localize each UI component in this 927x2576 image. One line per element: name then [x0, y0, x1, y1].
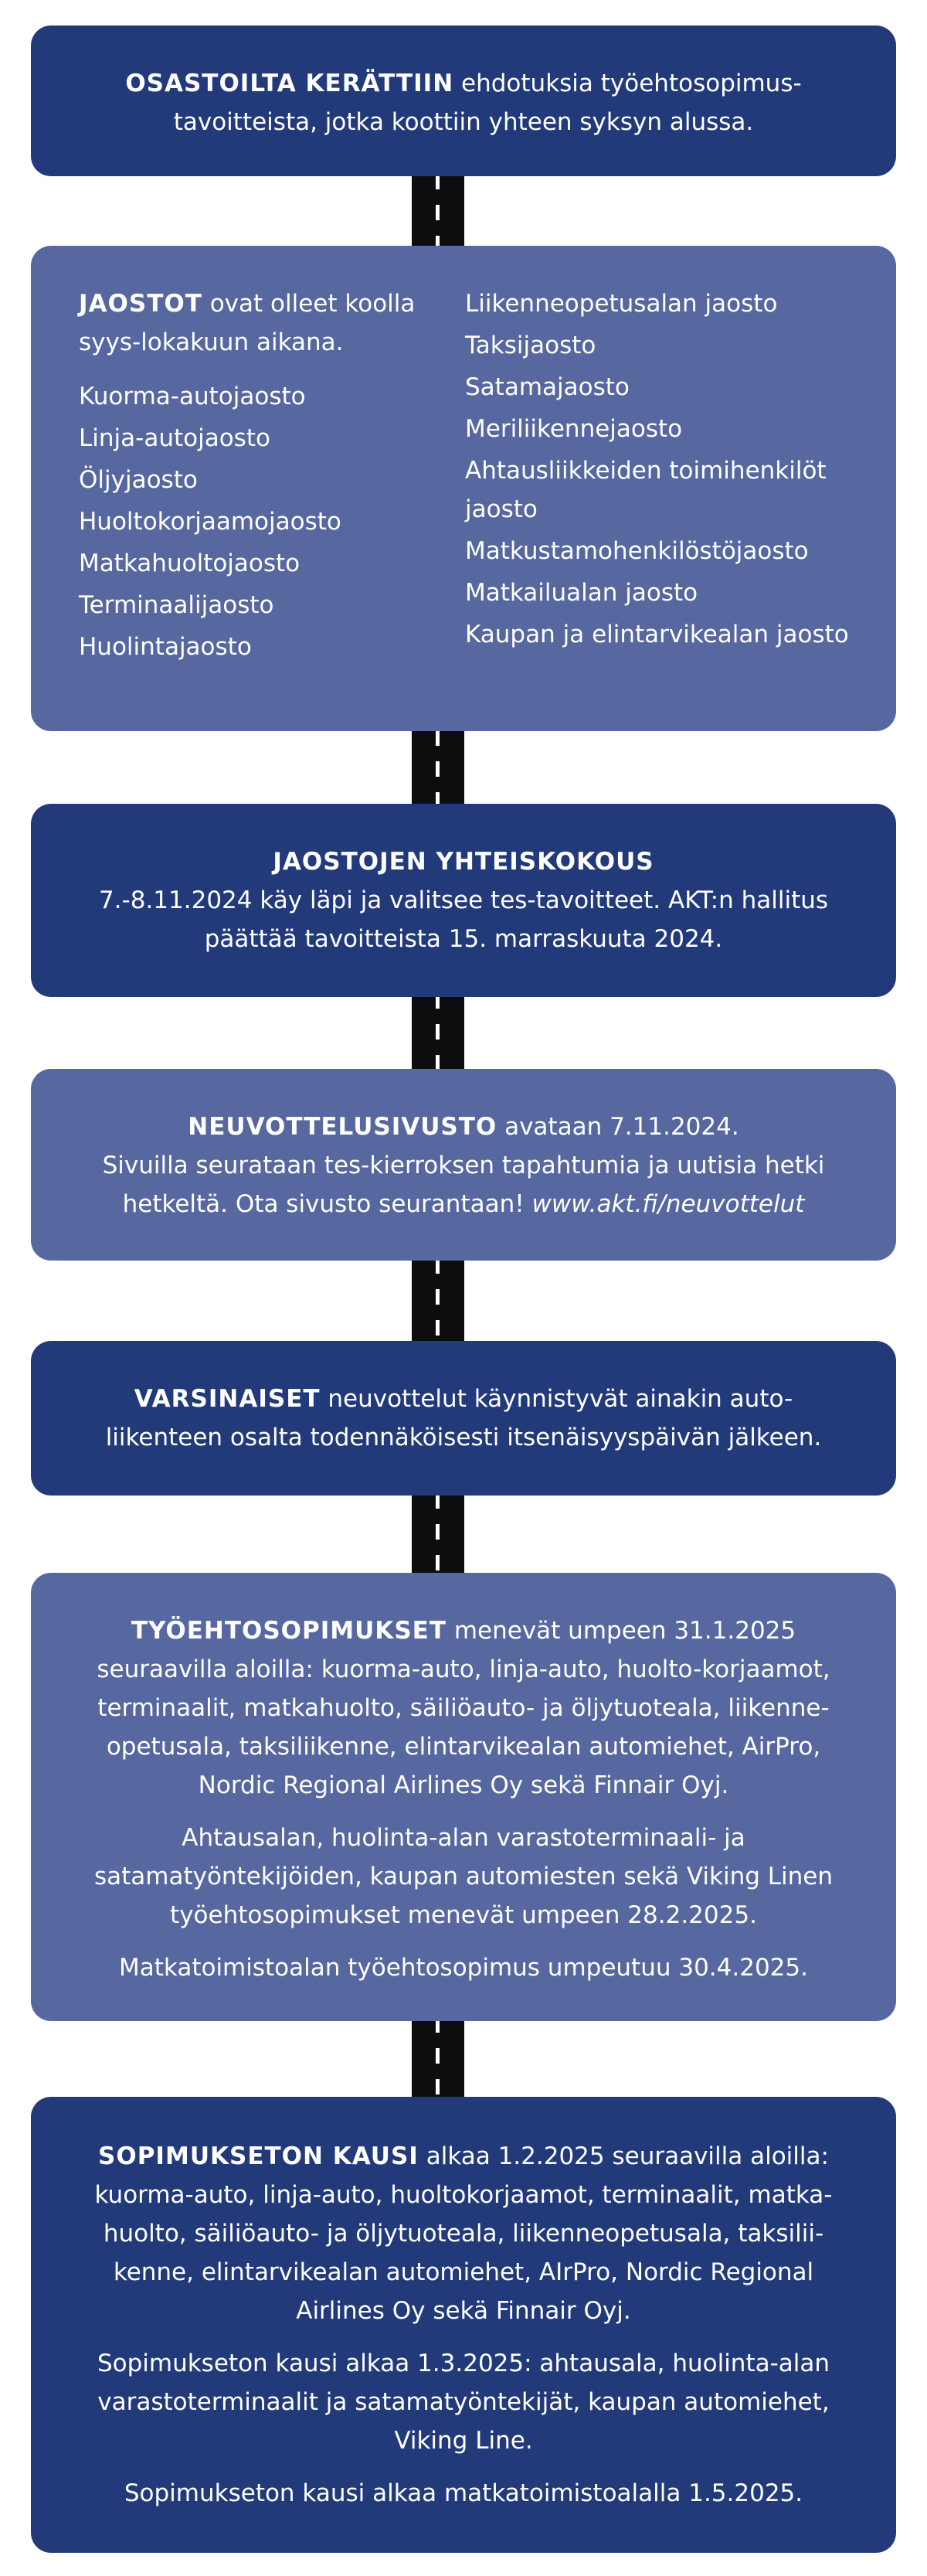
step-collection-text: ehdotuksia työehtosopimus-tavoitteista, jotka koottiin yhteen syksyn alussa. — [173, 70, 802, 136]
actual-negotiations-heading: VARSINAISET — [134, 1385, 321, 1413]
step-collection-heading: OSASTOILTA KERÄTTIIN — [125, 70, 454, 97]
no-agreement-text-3: Sopimukseton kausi alkaa matkatoimistoalalla 1.5.2025. — [124, 2479, 803, 2507]
sections-heading: JAOSTOT — [79, 290, 202, 318]
agreements-text-3: Matkatoimistoalan työehtosopimus umpeutuu 30.4.2025. — [119, 1954, 808, 1982]
list-item: Kaupan ja elintarvikealan jaosto — [465, 621, 849, 648]
list-item: Meriliikennejaosto — [465, 415, 683, 443]
list-item: Matkahuoltojaosto — [79, 550, 301, 577]
list-item: Satamajaosto — [465, 373, 630, 401]
list-item: Matkustamohenkilöstöjaosto — [465, 537, 809, 565]
actual-negotiations-card — [31, 1341, 896, 1496]
no-agreement-period-card — [31, 2097, 896, 2553]
sections-card — [31, 246, 896, 731]
agreements-text-1: menevät umpeen 31.1.2025 seuraavilla aloilla: kuorma-auto, linja-auto, huolto-korjaamot, terminaalit, matkahuolto, säiliöauto- ja öljytuoteala, liikenne-opetusala, taksiliikenne, elintarvikealan automiehet, AirPro, Nordic Regional Airlines Oy sekä Finnair Oyj. — [97, 1617, 830, 1799]
list-item: Öljyjaosto — [79, 466, 198, 494]
road-segment — [412, 993, 464, 1070]
joint-meeting-card — [31, 804, 896, 997]
list-item: Huoltokorjaamojaosto — [79, 508, 341, 536]
road-segment — [412, 2017, 464, 2098]
sections-right-column — [465, 284, 851, 700]
sections-right-list — [465, 284, 851, 654]
negotiation-site-card — [31, 1069, 896, 1261]
list-item: Ahtausliikkeiden toimihenkilöt jaosto — [465, 457, 827, 523]
step-collection-card — [31, 26, 896, 176]
road-segment — [412, 1258, 464, 1343]
list-item: Linja-autojaosto — [79, 424, 270, 452]
joint-meeting-heading: JAOSTOJEN YHTEISKOKOUS — [273, 848, 654, 876]
sections-intro: ovat olleet koolla syys-lokakuun aikana. — [79, 290, 416, 356]
agreements-text-2: Ahtausalan, huolinta-alan varastoterminaali- ja satamatyöntekijöiden, kaupan automiesten sekä Viking Linen työehtosopimukset menevät umpeen 28.2.2025. — [93, 1824, 834, 1929]
sections-left-column — [79, 284, 465, 700]
road-segment — [412, 174, 464, 247]
agreements-card — [31, 1573, 896, 2021]
list-item: Liikenneopetusalan jaosto — [465, 290, 778, 318]
negotiation-site-heading: NEUVOTTELUSIVUSTO — [188, 1113, 497, 1141]
negotiation-site-date: avataan 7.11.2024. — [504, 1113, 739, 1141]
no-agreement-text-1: alkaa 1.2.2025 seuraavilla aloilla: kuorma-auto, linja-auto, huoltokorjaamot, terminaalit, matka-huolto, säiliöauto- ja öljytuoteala, liikenneopetusala, taksilii-kenne, elintarvikealan automiehet, AIrPro, Nordic Regional Airlines Oy sekä Finnair Oyj. — [94, 2142, 833, 2325]
sections-left-list — [79, 377, 465, 666]
list-item: Taksijaosto — [465, 332, 596, 359]
road-segment — [412, 730, 464, 808]
list-item: Matkailualan jaosto — [465, 579, 698, 607]
no-agreement-heading: SOPIMUKSETON KAUSI — [98, 2142, 419, 2170]
list-item: Terminaalijaosto — [79, 591, 274, 619]
negotiation-site-url[interactable]: www.akt.fi/neuvottelut — [531, 1190, 805, 1218]
road-segment — [412, 1493, 464, 1574]
actual-negotiations-text: neuvottelut käynnistyvät ainakin auto-liikenteen osalta todennäköisesti itsenäisyyspäivän jälkeen. — [105, 1385, 822, 1451]
joint-meeting-text: 7.-8.11.2024 käy läpi ja valitsee tes-tavoitteet. AKT:n hallitus päättää tavoitteista 15. marraskuuta 2024. — [98, 886, 829, 953]
list-item: Kuorma-autojaosto — [79, 383, 306, 410]
negotiation-site-text: Sivuilla seurataan tes-kierroksen tapahtumia ja uutisia hetki hetkeltä. Ota sivusto seurantaan! — [102, 1152, 825, 1218]
list-item: Huolintajaosto — [79, 633, 252, 661]
no-agreement-text-2: Sopimukseton kausi alkaa 1.3.2025: ahtausala, huolinta-alan varastoterminaalit ja satamatyöntekijät, kaupan automiehet, Viking Line. — [97, 2350, 830, 2455]
agreements-heading: TYÖEHTOSOPIMUKSET — [131, 1617, 447, 1645]
